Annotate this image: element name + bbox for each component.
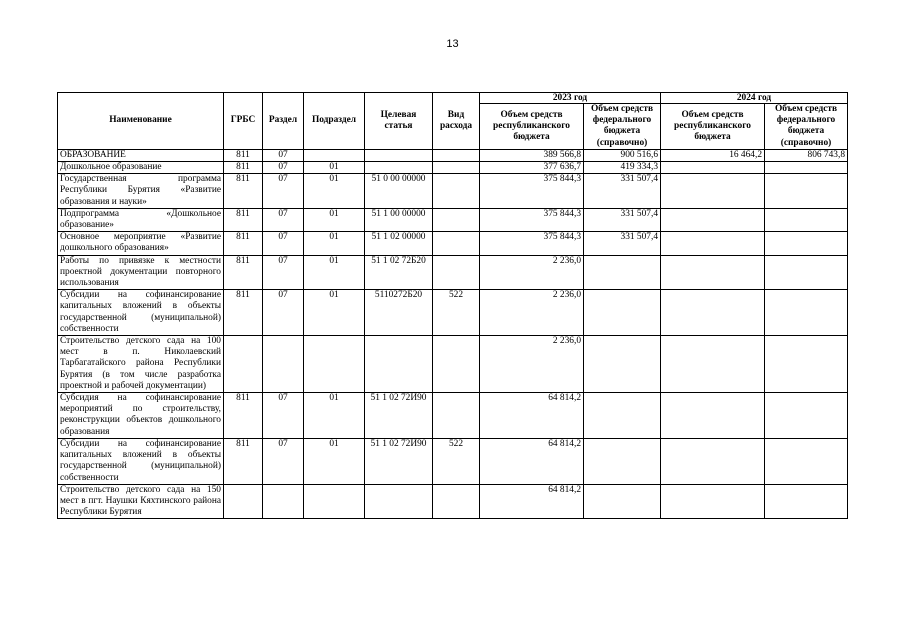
cell-r2024: 16 464,2 bbox=[661, 149, 765, 161]
cell-grbs: 811 bbox=[224, 149, 263, 161]
cell-r2023: 2 236,0 bbox=[480, 255, 584, 290]
cell-r2024 bbox=[661, 393, 765, 439]
table-row bbox=[58, 232, 848, 255]
cell-razdel: 07 bbox=[263, 174, 304, 209]
cell-f2024 bbox=[765, 290, 848, 336]
cell-razdel: 07 bbox=[263, 393, 304, 439]
cell-name: ОБРАЗОВАНИЕ bbox=[58, 149, 224, 161]
cell-target bbox=[365, 149, 433, 161]
table-row bbox=[58, 484, 848, 519]
cell-f2024 bbox=[765, 255, 848, 290]
cell-vid bbox=[433, 149, 480, 161]
cell-r2024 bbox=[661, 336, 765, 393]
cell-r2023: 375 844,3 bbox=[480, 232, 584, 255]
cell-r2023: 64 814,2 bbox=[480, 438, 584, 484]
cell-vid bbox=[433, 162, 480, 174]
cell-r2024 bbox=[661, 174, 765, 209]
header-row-years bbox=[58, 93, 848, 104]
cell-name: Основное мероприятие «Развитие дошкольного образования» bbox=[58, 232, 224, 255]
cell-f2023 bbox=[584, 484, 661, 519]
cell-target bbox=[365, 162, 433, 174]
cell-target bbox=[365, 336, 433, 393]
cell-f2024 bbox=[765, 208, 848, 231]
cell-f2024 bbox=[765, 232, 848, 255]
cell-f2023 bbox=[584, 290, 661, 336]
cell-f2023 bbox=[584, 393, 661, 439]
cell-razdel: 07 bbox=[263, 255, 304, 290]
cell-r2024 bbox=[661, 232, 765, 255]
cell-grbs: 811 bbox=[224, 290, 263, 336]
cell-podrazdel: 01 bbox=[304, 255, 365, 290]
cell-grbs: 811 bbox=[224, 232, 263, 255]
cell-podrazdel: 01 bbox=[304, 438, 365, 484]
cell-vid bbox=[433, 232, 480, 255]
cell-razdel: 07 bbox=[263, 438, 304, 484]
cell-r2024 bbox=[661, 162, 765, 174]
cell-r2023: 2 236,0 bbox=[480, 336, 584, 393]
cell-r2024 bbox=[661, 208, 765, 231]
cell-name: Строительство детского сада на 100 мест в п. Николаевский Тарбагатайского района Республики Бурятия (в том числе разработка проектной и рабочей документации) bbox=[58, 336, 224, 393]
cell-target: 51 1 02 72И90 bbox=[365, 393, 433, 439]
cell-razdel: 07 bbox=[263, 149, 304, 161]
cell-r2024 bbox=[661, 290, 765, 336]
cell-vid bbox=[433, 208, 480, 231]
cell-razdel bbox=[263, 484, 304, 519]
header-republic-2024: Объем средств республиканского бюджета bbox=[661, 104, 765, 150]
cell-r2023: 377 636,7 bbox=[480, 162, 584, 174]
cell-f2024: 806 743,8 bbox=[765, 149, 848, 161]
cell-podrazdel: 01 bbox=[304, 393, 365, 439]
cell-target: 51 0 00 00000 bbox=[365, 174, 433, 209]
cell-name: Государственная программа Республики Бурятия «Развитие образования и науки» bbox=[58, 174, 224, 209]
cell-target: 51 1 02 72Б20 bbox=[365, 255, 433, 290]
cell-f2023 bbox=[584, 336, 661, 393]
cell-f2024 bbox=[765, 438, 848, 484]
cell-podrazdel: 01 bbox=[304, 290, 365, 336]
cell-podrazdel: 01 bbox=[304, 232, 365, 255]
table-row bbox=[58, 336, 848, 393]
cell-vid: 522 bbox=[433, 438, 480, 484]
table-body bbox=[58, 149, 848, 519]
cell-r2023: 64 814,2 bbox=[480, 484, 584, 519]
header-federal-2024: Объем средств федерального бюджета (справочно) bbox=[765, 104, 848, 150]
cell-r2023: 64 814,2 bbox=[480, 393, 584, 439]
cell-podrazdel: 01 bbox=[304, 174, 365, 209]
cell-f2023: 331 507,4 bbox=[584, 174, 661, 209]
cell-razdel: 07 bbox=[263, 162, 304, 174]
header-podrazdel: Подраздел bbox=[304, 93, 365, 150]
cell-name: Субсидии на софинансирование капитальных вложений в объекты государственной (муниципальной) собственности bbox=[58, 438, 224, 484]
cell-f2024 bbox=[765, 393, 848, 439]
cell-f2023: 900 516,6 bbox=[584, 149, 661, 161]
cell-target: 51 1 02 00000 bbox=[365, 232, 433, 255]
cell-razdel bbox=[263, 336, 304, 393]
cell-r2023: 375 844,3 bbox=[480, 208, 584, 231]
page-number: 13 bbox=[446, 38, 459, 50]
cell-podrazdel: 01 bbox=[304, 162, 365, 174]
cell-grbs: 811 bbox=[224, 255, 263, 290]
cell-r2023: 2 236,0 bbox=[480, 290, 584, 336]
cell-vid: 522 bbox=[433, 290, 480, 336]
cell-vid bbox=[433, 393, 480, 439]
cell-razdel: 07 bbox=[263, 290, 304, 336]
header-year-2024: 2024 год bbox=[661, 93, 848, 104]
cell-f2024 bbox=[765, 484, 848, 519]
cell-grbs: 811 bbox=[224, 162, 263, 174]
cell-f2024 bbox=[765, 174, 848, 209]
header-target: Целевая статья bbox=[365, 93, 433, 150]
cell-target: 5110272Б20 bbox=[365, 290, 433, 336]
cell-grbs bbox=[224, 484, 263, 519]
cell-f2024 bbox=[765, 162, 848, 174]
cell-r2024 bbox=[661, 255, 765, 290]
cell-f2024 bbox=[765, 336, 848, 393]
cell-r2023: 375 844,3 bbox=[480, 174, 584, 209]
cell-name: Субсидия на софинансирование мероприятий по строительству, реконструкции объектов дошкольного образования bbox=[58, 393, 224, 439]
header-vid: Вид расхода bbox=[433, 93, 480, 150]
cell-target: 51 1 00 00000 bbox=[365, 208, 433, 231]
cell-name: Строительство детского сада на 150 мест в пгт. Наушки Кяхтинского района Республики Бурятия bbox=[58, 484, 224, 519]
cell-name: Дошкольное образование bbox=[58, 162, 224, 174]
table-row bbox=[58, 149, 848, 161]
cell-target bbox=[365, 484, 433, 519]
cell-grbs: 811 bbox=[224, 174, 263, 209]
cell-vid bbox=[433, 484, 480, 519]
cell-grbs: 811 bbox=[224, 438, 263, 484]
header-year-2023: 2023 год bbox=[480, 93, 661, 104]
header-name: Наименование bbox=[58, 93, 224, 150]
cell-grbs: 811 bbox=[224, 393, 263, 439]
table-row bbox=[58, 438, 848, 484]
cell-f2023 bbox=[584, 255, 661, 290]
budget-table bbox=[57, 92, 848, 519]
cell-podrazdel bbox=[304, 484, 365, 519]
cell-podrazdel bbox=[304, 149, 365, 161]
cell-grbs: 811 bbox=[224, 208, 263, 231]
header-razdel: Раздел bbox=[263, 93, 304, 150]
cell-f2023: 331 507,4 bbox=[584, 208, 661, 231]
cell-razdel: 07 bbox=[263, 208, 304, 231]
cell-razdel: 07 bbox=[263, 232, 304, 255]
cell-podrazdel bbox=[304, 336, 365, 393]
header-republic-2023: Объем средств республиканского бюджета bbox=[480, 104, 584, 150]
table-row bbox=[58, 393, 848, 439]
cell-name: Подпрограмма «Дошкольное образование» bbox=[58, 208, 224, 231]
cell-f2023: 331 507,4 bbox=[584, 232, 661, 255]
cell-r2024 bbox=[661, 438, 765, 484]
cell-r2023: 389 566,8 bbox=[480, 149, 584, 161]
cell-name: Субсидии на софинансирование капитальных вложений в объекты государственной (муниципальной) собственности bbox=[58, 290, 224, 336]
table-row bbox=[58, 162, 848, 174]
cell-grbs bbox=[224, 336, 263, 393]
cell-f2023: 419 334,3 bbox=[584, 162, 661, 174]
table-row bbox=[58, 174, 848, 209]
table-row bbox=[58, 255, 848, 290]
cell-podrazdel: 01 bbox=[304, 208, 365, 231]
cell-vid bbox=[433, 336, 480, 393]
table-row bbox=[58, 290, 848, 336]
table-row bbox=[58, 208, 848, 231]
header-federal-2023: Объем средств федерального бюджета (справочно) bbox=[584, 104, 661, 150]
header-grbs: ГРБС bbox=[224, 93, 263, 150]
cell-r2024 bbox=[661, 484, 765, 519]
cell-vid bbox=[433, 174, 480, 209]
cell-target: 51 1 02 72И90 bbox=[365, 438, 433, 484]
cell-f2023 bbox=[584, 438, 661, 484]
cell-vid bbox=[433, 255, 480, 290]
cell-name: Работы по привязке к местности проектной документации повторного использования bbox=[58, 255, 224, 290]
